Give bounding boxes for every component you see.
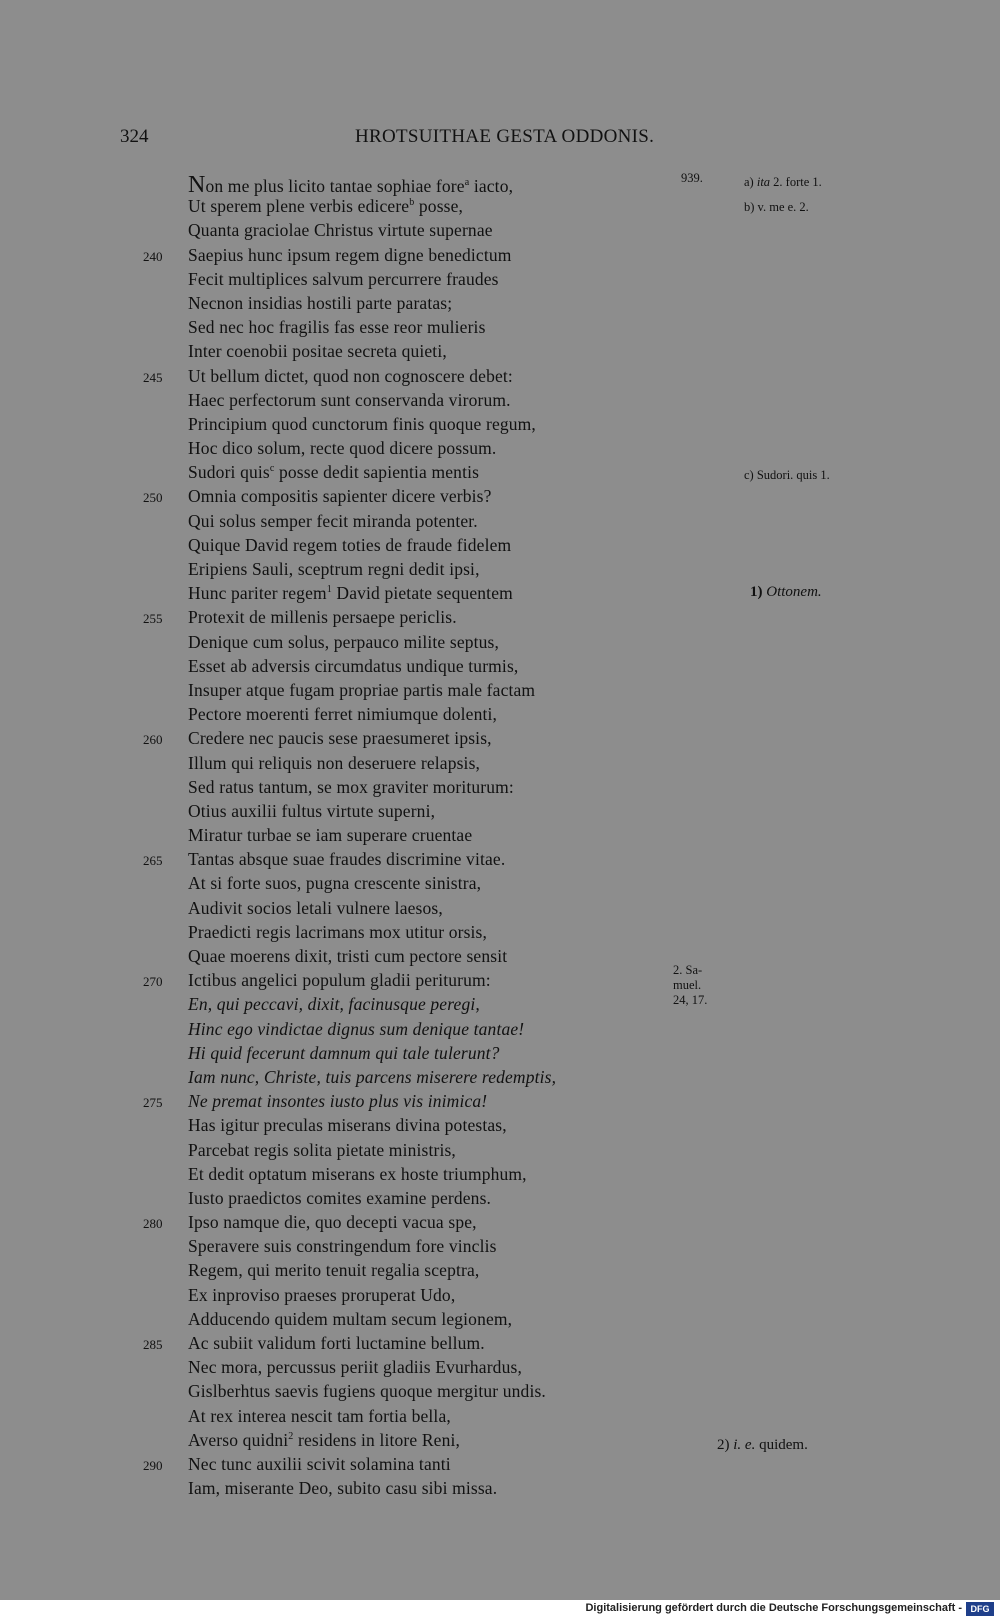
verse-words: At si forte suos, pugna crescente sinistra, <box>188 873 482 894</box>
verse-text-line <box>188 293 452 314</box>
verse-text <box>0 172 1000 1502</box>
verse-line <box>0 196 1000 220</box>
verse-line <box>0 341 1000 365</box>
verse-words: Hi quid fecerunt damnum qui tale tulerunt? <box>188 1042 500 1063</box>
verse-text-line <box>188 1333 485 1354</box>
verse-text-line <box>188 1357 522 1378</box>
footer-bar <box>0 1600 1000 1619</box>
verse-words: Quae moerens dixit, tristi cum pectore sensit <box>188 946 508 966</box>
verse-text-line <box>188 1260 479 1281</box>
verse-line <box>0 994 1000 1018</box>
verse-words: Pectore moerenti ferret nimiumque dolenti, <box>188 704 498 725</box>
verse-text-line <box>188 462 479 483</box>
verse-line <box>0 777 1000 801</box>
verse-text-line <box>188 994 480 1015</box>
verse-words: Qui solus semper fecit miranda potenter. <box>188 510 478 531</box>
verse-line <box>0 583 1000 607</box>
verse-line <box>0 317 1000 341</box>
verse-line <box>0 1067 1000 1091</box>
verse-words: Fecit multiplices salvum percurrere fraudes <box>188 268 499 289</box>
verse-line <box>0 1406 1000 1430</box>
verse-words: Non me plus licito tantae sophiae fore <box>188 172 465 198</box>
verse-line <box>0 438 1000 462</box>
dfg-logo-icon: DFG <box>966 1602 994 1616</box>
verse-text-line <box>188 898 443 919</box>
verse-text-line <box>188 438 496 459</box>
verse-words-tail: David pietate sequentem <box>331 583 513 604</box>
verse-line <box>0 269 1000 293</box>
verse-words: Credere nec paucis sese praesumeret ipsis, <box>188 728 492 749</box>
verse-words: Tantas absque suae fraudes discrimine vitae. <box>188 849 506 870</box>
verse-text-line <box>188 559 480 580</box>
verse-line <box>0 801 1000 825</box>
verse-text-line <box>188 1019 524 1040</box>
verse-text-line <box>188 1236 497 1257</box>
line-number: 265 <box>143 853 163 869</box>
line-number: 240 <box>143 248 163 264</box>
verse-line <box>0 1212 1000 1236</box>
verse-text-line <box>188 1043 500 1064</box>
verse-text-line <box>188 220 493 241</box>
verse-words: Regem, qui merito tenuit regalia sceptra, <box>188 1260 480 1281</box>
verse-line <box>0 607 1000 631</box>
verse-text-line <box>188 607 457 628</box>
verse-words: Has igitur preculas miserans divina potestas, <box>188 1115 507 1136</box>
verse-line <box>0 390 1000 414</box>
verse-words: Ac subiit validum forti luctamine bellum. <box>188 1333 485 1353</box>
verse-line <box>0 511 1000 535</box>
verse-text-line <box>188 680 535 701</box>
verse-text-line <box>188 922 487 943</box>
verse-words: Ne premat insontes iusto plus vis inimica! <box>188 1091 488 1112</box>
line-number: 250 <box>143 490 163 506</box>
apparatus-note-c: c) Sudori. quis 1. <box>744 468 830 482</box>
verse-line <box>0 1164 1000 1188</box>
verse-text-line <box>188 1430 460 1451</box>
verse-text-line <box>188 1140 456 1161</box>
verse-words: Quanta graciolae Christus virtute supernae <box>188 220 493 241</box>
verse-line <box>0 1285 1000 1309</box>
verse-line <box>0 1091 1000 1115</box>
verse-line <box>0 486 1000 510</box>
verse-words: Esset ab adversis circumdatus undique turmis, <box>188 655 519 676</box>
verse-words: Eripiens Sauli, sceptrum regni dedit ipsi, <box>188 559 480 579</box>
verse-text-line <box>188 704 497 725</box>
line-number: 270 <box>143 974 163 990</box>
verse-text-line <box>188 366 513 387</box>
verse-line <box>0 922 1000 946</box>
note-marker: 2 <box>288 1430 294 1442</box>
verse-text-line <box>188 172 513 199</box>
verse-words: Speravere suis constringendum fore vinclis <box>188 1236 497 1257</box>
verse-line <box>0 414 1000 438</box>
verse-words: Saepius hunc ipsum regem digne benedictum <box>188 244 512 265</box>
verse-text-line <box>188 535 511 556</box>
verse-words: Inter coenobii positae secreta quieti, <box>188 341 447 362</box>
verse-words: Ipso namque die, quo decepti vacua spe, <box>188 1212 477 1233</box>
verse-words: Nec mora, percussus periit gladiis Evurhardus, <box>188 1357 522 1378</box>
verse-line <box>0 245 1000 269</box>
line-number: 275 <box>143 1095 163 1111</box>
verse-words: Adducendo quidem multam secum legionem, <box>188 1308 513 1329</box>
footnote-1: 1) Ottonem. <box>750 584 822 600</box>
verse-words: Hinc ego vindictae dignus sum denique tantae! <box>188 1018 525 1039</box>
verse-line <box>0 704 1000 728</box>
verse-text-line <box>188 825 472 846</box>
verse-text-line <box>188 728 492 749</box>
line-number: 290 <box>143 1457 163 1473</box>
verse-line <box>0 293 1000 317</box>
line-number: 285 <box>143 1337 163 1352</box>
line-number: 255 <box>143 611 163 627</box>
verse-words: Iam nunc, Christe, tuis parcens miserere redemptis, <box>188 1066 557 1087</box>
funding-credit: Digitalisierung gefördert durch die Deutsche Forschungsgemeinschaft - <box>585 1602 962 1614</box>
verse-line <box>0 1333 1000 1357</box>
verse-line <box>0 946 1000 970</box>
verse-text-line <box>188 390 511 411</box>
verse-line <box>0 366 1000 390</box>
verse-line <box>0 559 1000 583</box>
verse-line <box>0 172 1000 196</box>
verse-text-line <box>188 946 507 967</box>
note-marker: c <box>269 463 275 475</box>
verse-words: Hunc pariter regem <box>188 583 327 604</box>
verse-words: Averso quidni <box>188 1429 289 1450</box>
apparatus-note-b: b) v. me e. 2. <box>744 200 809 214</box>
verse-text-line <box>188 414 536 435</box>
verse-words: Et dedit optatum miserans ex hoste triumphum, <box>188 1163 527 1184</box>
verse-line <box>0 898 1000 922</box>
verse-words: Hoc dico solum, recte quod dicere possum. <box>188 438 497 459</box>
verse-words: Protexit de millenis persaepe periclis. <box>188 607 457 628</box>
verse-line <box>0 1043 1000 1067</box>
verse-words: Omnia compositis sapienter dicere verbis? <box>188 486 492 507</box>
year-note: 939. <box>681 171 703 185</box>
verse-text-line <box>188 801 435 822</box>
verse-words: Iusto praedictos comites examine perdens. <box>188 1187 492 1208</box>
verse-text-line <box>188 849 505 870</box>
verse-words-tail: residens in litore Reni, <box>293 1429 461 1450</box>
scripture-reference-note: 2. Sa- muel. 24, 17. <box>673 963 708 1007</box>
verse-words: Nec tunc auxilii scivit solamina tanti <box>188 1453 451 1474</box>
verse-words: Praedicti regis lacrimans mox utitur orsis, <box>188 921 488 942</box>
verse-text-line <box>188 245 512 266</box>
verse-text-line <box>188 511 478 532</box>
verse-text-line <box>188 656 518 677</box>
verse-line <box>0 1236 1000 1260</box>
verse-line <box>0 825 1000 849</box>
verse-line <box>0 1115 1000 1139</box>
verse-line <box>0 680 1000 704</box>
verse-words: Audivit socios letali vulnere laesos, <box>188 897 443 918</box>
verse-words-tail: posse dedit sapientia mentis <box>274 462 480 483</box>
running-title: HROTSUITHAE GESTA ODDONIS. <box>355 126 655 147</box>
note-marker: a <box>464 177 470 189</box>
verse-text-line <box>188 1115 507 1136</box>
verse-line <box>0 632 1000 656</box>
verse-line <box>0 462 1000 486</box>
verse-words: Miratur turbae se iam superare cruentae <box>188 825 473 846</box>
verse-words: Illum qui reliquis non deseruere relapsis, <box>188 752 481 773</box>
verse-text-line <box>188 1381 546 1402</box>
verse-text-line <box>188 1188 491 1209</box>
page-number: 324 <box>120 126 149 147</box>
verse-line <box>0 1140 1000 1164</box>
verse-words-tail: posse, <box>414 196 464 217</box>
verse-text-line <box>188 632 499 653</box>
verse-words: Sed ratus tantum, se mox graviter moriturum: <box>188 776 514 797</box>
verse-text-line <box>188 196 463 217</box>
verse-text-line <box>188 1091 487 1112</box>
footnote-2: 2) i. e. quidem. <box>717 1437 808 1453</box>
verse-text-line <box>188 777 514 798</box>
verse-words: At rex interea nescit tam fortia bella, <box>188 1405 451 1426</box>
verse-text-line <box>188 1406 451 1427</box>
line-number: 260 <box>143 732 163 748</box>
verse-words: Ut sperem plene verbis edicere <box>188 196 410 217</box>
verse-text-line <box>188 341 447 362</box>
verse-text-line <box>188 970 491 991</box>
verse-words: Necnon insidias hostili parte paratas; <box>188 292 453 313</box>
verse-line <box>0 1188 1000 1212</box>
verse-words: Denique cum solus, perpauco milite septus, <box>188 631 500 652</box>
verse-words: Ex inproviso praeses proruperat Udo, <box>188 1284 456 1305</box>
verse-words: Ictibus angelici populum gladii periturum: <box>188 970 491 991</box>
verse-line <box>0 728 1000 752</box>
verse-line <box>0 1381 1000 1405</box>
verse-line <box>0 1454 1000 1478</box>
verse-words: Iam, miserante Deo, subito casu sibi missa. <box>188 1478 498 1499</box>
verse-words: Principium quod cunctorum finis quoque regum, <box>188 413 536 434</box>
line-number: 245 <box>143 369 163 385</box>
verse-words: Sudori quis <box>188 462 270 483</box>
verse-text-line <box>188 1067 556 1088</box>
verse-line <box>0 1430 1000 1454</box>
verse-line <box>0 1478 1000 1502</box>
verse-line <box>0 1357 1000 1381</box>
verse-words-tail: iacto, <box>469 176 514 196</box>
verse-words: Insuper atque fugam propriae partis male factam <box>188 679 536 700</box>
line-number: 280 <box>143 1216 163 1232</box>
page-header <box>0 126 1000 156</box>
verse-line <box>0 1260 1000 1284</box>
verse-words: Ut bellum dictet, quod non cognoscere debet: <box>188 365 513 386</box>
verse-text-line <box>188 317 486 338</box>
verse-line <box>0 1309 1000 1333</box>
verse-line <box>0 220 1000 244</box>
verse-text-line <box>188 1454 451 1475</box>
verse-text-line <box>188 753 480 774</box>
verse-text-line <box>188 269 499 290</box>
verse-text-line <box>188 486 492 507</box>
verse-line <box>0 849 1000 873</box>
verse-text-line <box>188 1309 512 1330</box>
verse-words: Sed nec hoc fragilis fas esse reor mulieris <box>188 317 486 338</box>
verse-text-line <box>188 1212 477 1233</box>
verse-words: En, qui peccavi, dixit, facinusque peregi, <box>188 994 480 1015</box>
verse-line <box>0 656 1000 680</box>
verse-words: Haec perfectorum sunt conservanda virorum. <box>188 389 511 410</box>
verse-text-line <box>188 873 481 894</box>
verse-line <box>0 535 1000 559</box>
verse-text-line <box>188 583 513 604</box>
verse-words: Otius auxilii fultus virtute superni, <box>188 800 436 821</box>
note-marker: 1 <box>326 584 332 596</box>
verse-line <box>0 753 1000 777</box>
verse-text-line <box>188 1285 455 1306</box>
verse-text-line <box>188 1478 497 1499</box>
note-marker: b <box>409 197 415 209</box>
apparatus-note-a: a) ita 2. forte 1. <box>744 175 822 189</box>
verse-line <box>0 970 1000 994</box>
verse-words: Quique David regem toties de fraude fidelem <box>188 534 512 555</box>
verse-text-line <box>188 1164 527 1185</box>
verse-words: Parcebat regis solita pietate ministris, <box>188 1139 456 1160</box>
verse-line <box>0 873 1000 897</box>
verse-words: Gislberhtus saevis fugiens quoque mergitur undis. <box>188 1381 546 1402</box>
verse-line <box>0 1019 1000 1043</box>
